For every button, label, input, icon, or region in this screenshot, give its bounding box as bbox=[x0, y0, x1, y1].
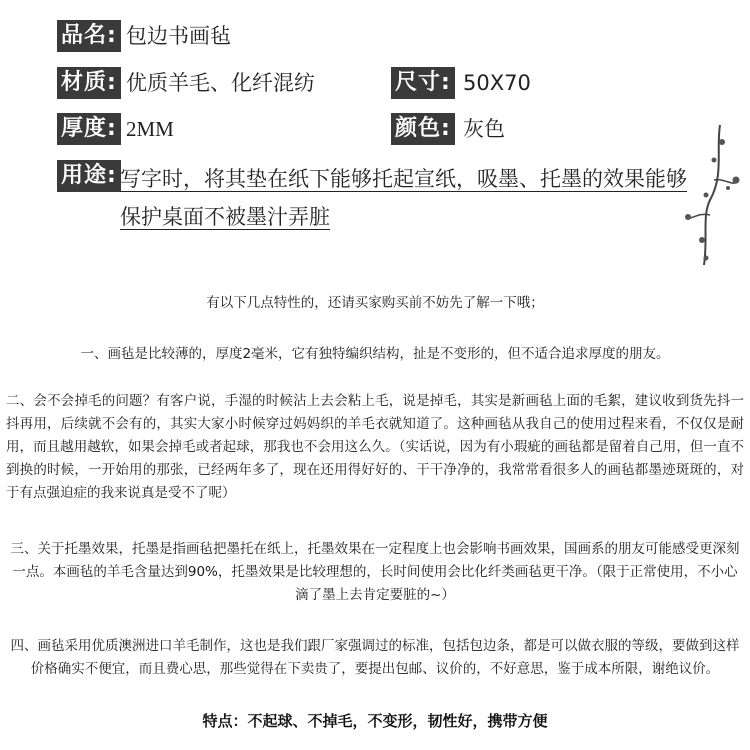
thickness-label: 厚度: bbox=[57, 113, 121, 145]
color-value: 灰色 bbox=[463, 117, 505, 141]
name-value: 包边书画毡 bbox=[126, 24, 231, 48]
material-value: 优质羊毛、化纤混纺 bbox=[126, 71, 315, 95]
usage-line-1: 写字时，将其垫在纸下能够托起宣纸，吸墨、托墨的效果能够 bbox=[120, 167, 687, 191]
thickness-value: 2MM bbox=[126, 117, 174, 141]
size-label: 尺寸: bbox=[391, 67, 455, 99]
spec-section bbox=[0, 0, 750, 265]
usage-line-2: 保护桌面不被墨汁弄脏 bbox=[120, 205, 330, 229]
plum-blossom-branch-icon bbox=[680, 120, 750, 270]
name-label: 品名: bbox=[57, 20, 121, 52]
color-label: 颜色: bbox=[391, 113, 455, 145]
size-value: 50X70 bbox=[463, 71, 531, 95]
point-3: 三、关于托墨效果，托墨是指画毡把墨托在纸上，托墨效果在一定程度上也会影响书画效果，国画系的朋友可能感受更深刻一点。本画毡的羊毛含量达到90%，托墨效果是比较理想的，长时间使用会比化纤类画毡更干净。（限于正常使用，不小心滴了墨上去肯定要脏的~） bbox=[10, 541, 740, 603]
intro-text: 有以下几点特性的，还请买家购买前不妨先了解一下哦； bbox=[206, 295, 544, 311]
point-4: 四、画毡采用优质澳洲进口羊毛制作，这也是我们跟厂家强调过的标准，包括包边条，都是可以做衣服的等级，要做到这样价格确实不便宜，而且费心思，那些觉得在下卖贵了，要提出包邮、议价的，不好意思，鉴于成本所限，谢绝议价。 bbox=[10, 638, 740, 677]
usage-label: 用途: bbox=[57, 160, 121, 192]
point-1: 一、画毡是比较薄的，厚度2毫米，它有独特编织结构，扯是不变形的，但不适合追求厚度的朋友。 bbox=[80, 346, 670, 362]
point-2: 二、会不会掉毛的问题？有客户说，手湿的时候沾上去会粘上毛，说是掉毛，其实是新画毡上面的毛絮，建议收到货先抖一抖再用，后续就不会有的，其实大家小时候穿过妈妈织的羊毛衣就知道了。这种画毡从我自己的使用过程来看，不仅仅是耐用，而且越用越软，如果会掉毛或者起球，那我也不会用这么久。（实话说，因为有小瑕疵的画毡都是留着自己用，但一直不到换的时候，一开始用的那张，已经两年多了，现在还用得好好的、干干净净的，我常常看很多人的画毡都墨迹斑斑的，对于有点强迫症的我来说真是受不了呢） bbox=[6, 393, 744, 501]
material-label: 材质: bbox=[57, 67, 121, 99]
usage-text bbox=[120, 160, 720, 236]
features-line: 特点：不起球、不掉毛，不变形，韧性好，携带方便 bbox=[202, 712, 548, 730]
